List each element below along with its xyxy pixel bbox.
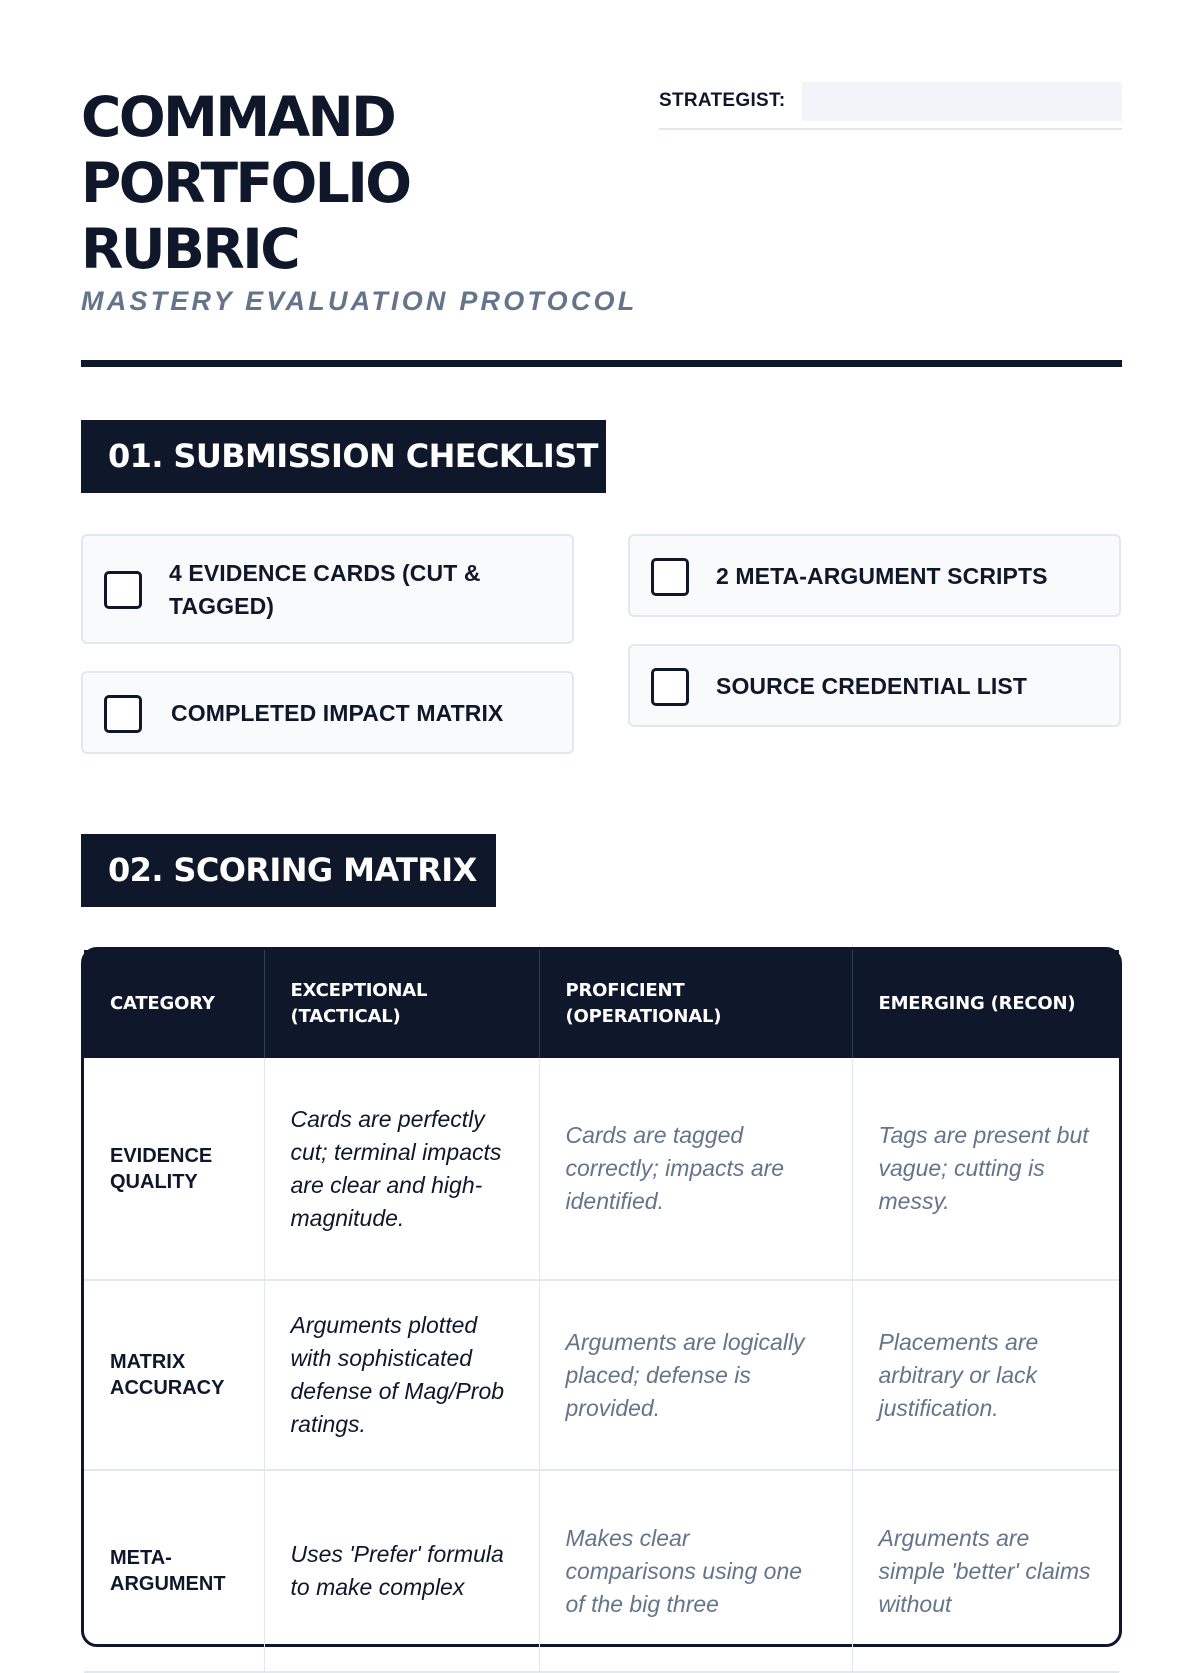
strategist-field <box>659 82 1122 130</box>
header-divider <box>81 360 1122 367</box>
strategist-label: STRATEGIST: <box>659 90 786 111</box>
column-header: PROFICIENT (OPERATIONAL) <box>539 950 852 1058</box>
checkbox[interactable] <box>104 571 142 609</box>
checklist-item-label: COMPLETED IMPACT MATRIX <box>171 700 504 726</box>
category-cell: EVIDENCE QUALITY <box>84 1058 264 1280</box>
checkbox[interactable] <box>651 558 689 596</box>
page-subtitle: MASTERY EVALUATION PROTOCOL <box>81 286 638 316</box>
table-row <box>84 1058 1119 1280</box>
checklist-item-label: 4 EVIDENCE CARDS (CUT & TAGGED) <box>169 560 481 619</box>
proficient-cell: Makes clear comparisons using one of the big three <box>539 1470 852 1672</box>
table-header-row <box>84 950 1119 1058</box>
proficient-cell: Cards are tagged correctly; impacts are identified. <box>539 1058 852 1280</box>
checkbox[interactable] <box>104 695 142 733</box>
column-header: CATEGORY <box>84 950 264 1058</box>
scoring-matrix <box>81 947 1122 1647</box>
checklist-item[interactable] <box>628 644 1121 727</box>
title-line: PORTFOLIO <box>81 151 410 215</box>
page-title <box>81 84 641 282</box>
exceptional-cell: Arguments plotted with sophisticated defense of Mag/Prob ratings. <box>264 1280 539 1470</box>
checklist-item-label: 2 META-ARGUMENT SCRIPTS <box>716 563 1048 589</box>
column-header: EMERGING (RECON) <box>852 950 1119 1058</box>
title-line: COMMAND <box>81 85 395 149</box>
category-cell: META-ARGUMENT <box>84 1470 264 1672</box>
checkbox[interactable] <box>651 668 689 706</box>
page-header <box>81 82 1122 367</box>
exceptional-cell: Cards are perfectly cut; terminal impacts are clear and high-magnitude. <box>264 1058 539 1280</box>
checklist-item[interactable] <box>628 534 1121 617</box>
checklist-item[interactable] <box>81 534 574 644</box>
strategist-input[interactable] <box>802 82 1122 121</box>
checklist-heading: 01. SUBMISSION CHECKLIST <box>81 420 606 493</box>
exceptional-cell: Uses 'Prefer' formula to make complex <box>264 1470 539 1672</box>
proficient-cell: Arguments are logically placed; defense is provided. <box>539 1280 852 1470</box>
checklist-item[interactable] <box>81 671 574 754</box>
emerging-cell: Tags are present but vague; cutting is messy. <box>852 1058 1119 1280</box>
title-line: RUBRIC <box>81 217 299 281</box>
table-row <box>84 1470 1119 1672</box>
column-header: EXCEPTIONAL (TACTICAL) <box>264 950 539 1058</box>
scoring-table <box>84 950 1119 1673</box>
category-cell: MATRIX ACCURACY <box>84 1280 264 1470</box>
emerging-cell: Placements are arbitrary or lack justification. <box>852 1280 1119 1470</box>
checklist-item-label: SOURCE CREDENTIAL LIST <box>716 673 1028 699</box>
matrix-heading: 02. SCORING MATRIX <box>81 834 496 907</box>
emerging-cell: Arguments are simple 'better' claims without <box>852 1470 1119 1672</box>
table-row <box>84 1280 1119 1470</box>
